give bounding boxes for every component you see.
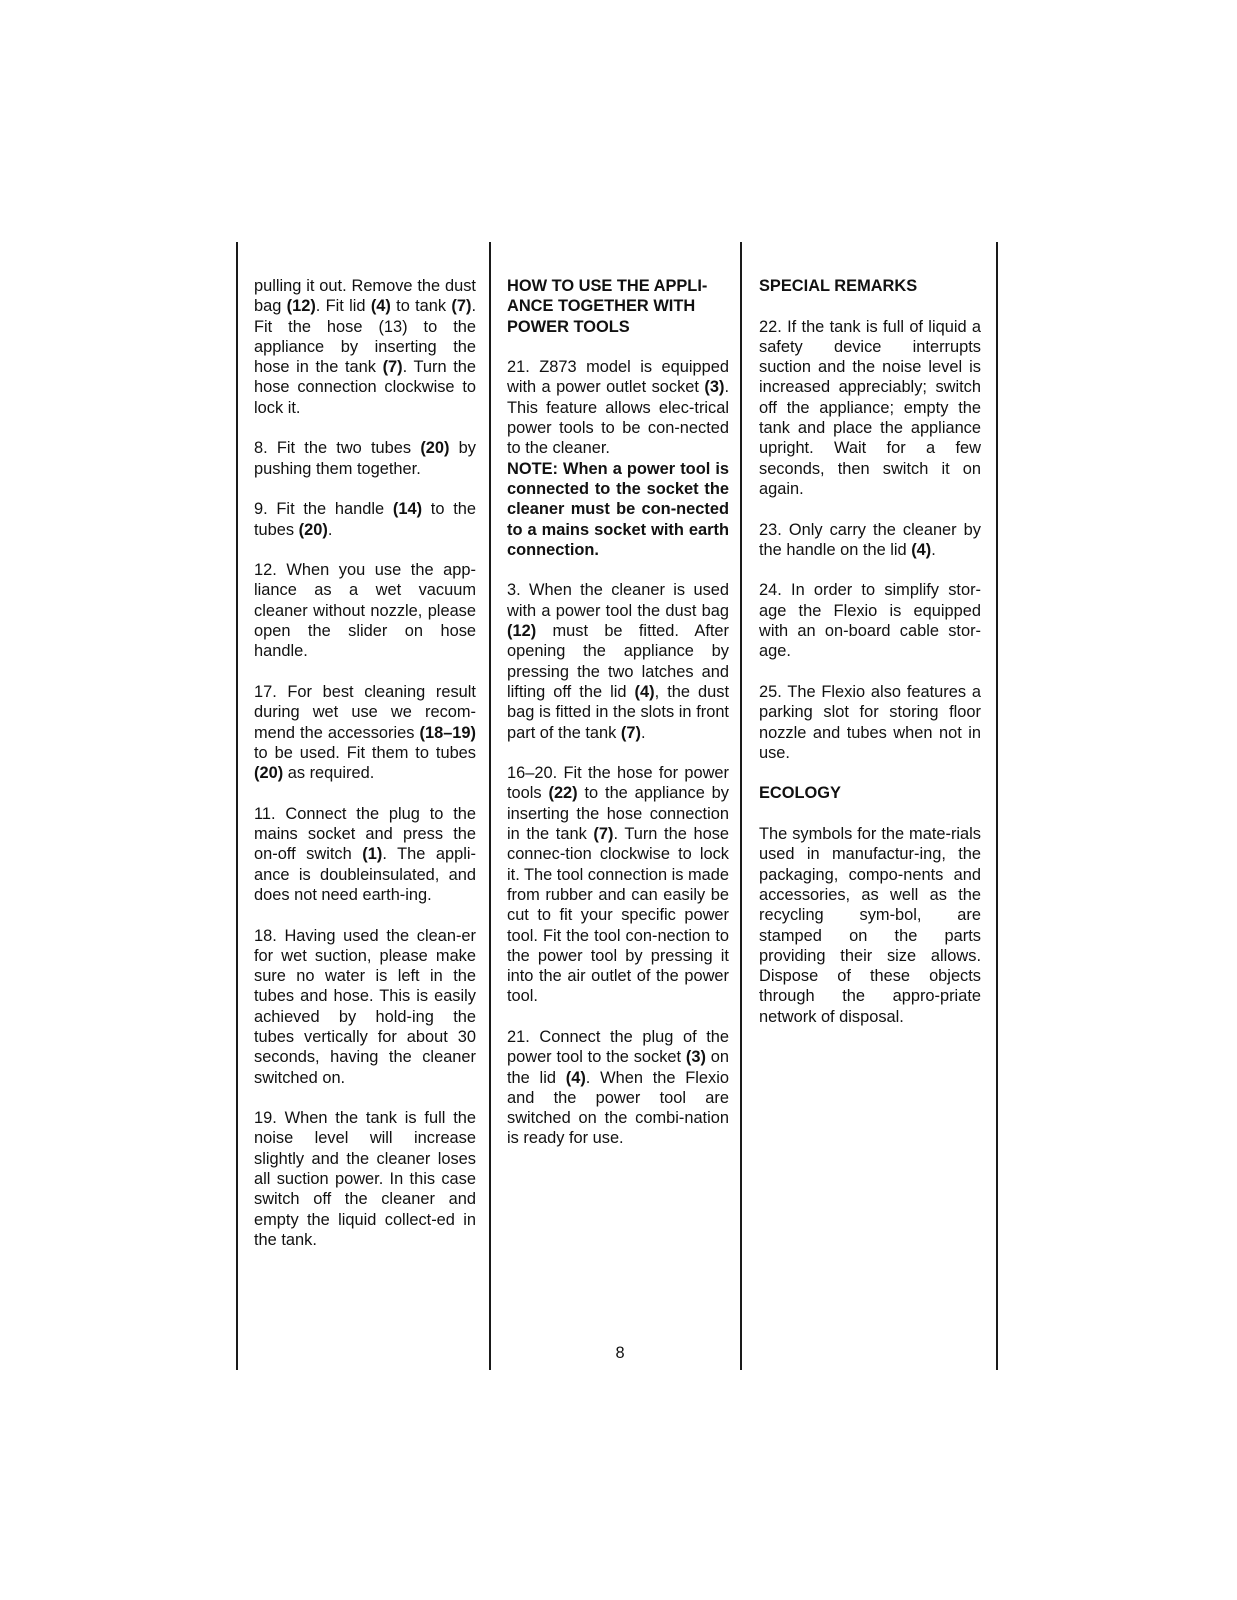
paragraph-step-17: 17. For best cleaning result during wet use we recom-mend the accessories (18–19) to be used. Fit them to tubes (20) as required.: [254, 682, 476, 783]
paragraph-step-9: 9. Fit the handle (14) to the tubes (20).: [254, 500, 476, 539]
paragraph-step-3: 3. When the cleaner is used with a power tool the dust bag (12) must be fitted. After opening the appliance by pressing the two latches and lifting off the lid (4), the dust bag is fitted in the slots in front part of the tank (7).: [507, 581, 729, 742]
column-divider-left: [236, 242, 238, 1370]
paragraph-step-18: 18. Having used the clean-er for wet suction, please make sure no water is left in the tubes and hose. This is easily achieved by hold-ing the tubes vertically for about 30 seconds, having the cleaner switched on.: [254, 926, 476, 1087]
paragraph-step-23: 23. Only carry the cleaner by the handle on the lid (4).: [759, 520, 981, 559]
paragraph-step-21-socket: 21. Z873 model is equipped with a power outlet socket (3). This feature allows elec-trical power tools to be con-nected to the cleaner.: [507, 358, 729, 458]
column-divider-center-right: [740, 242, 742, 1370]
paragraph-step-24: 24. In order to simplify stor-age the Flexio is equipped with an on-board cable stor-age.: [759, 581, 981, 661]
paragraph-step-19: 19. When the tank is full the noise level will increase slightly and the cleaner loses all suction power. In this case switch off the cleaner and empty the liquid collect-ed in the tank.: [254, 1109, 476, 1249]
column-3: [759, 276, 981, 1027]
column-2: [507, 276, 729, 1149]
page-number: 8: [615, 1344, 625, 1362]
section-heading-special-remarks: SPECIAL REMARKS: [759, 277, 918, 295]
paragraph-step-22: 22. If the tank is full of liquid a safety device interrupts suction and the noise level is increased appreciably; switch off the appliance; empty the tank and place the appliance upright. Wait for a few seconds, then switch it on again.: [759, 317, 981, 498]
paragraph-step-11: 11. Connect the plug to the mains socket and press the on-off switch (1). The appli-ance is doubleinsulated, and does not need earth-ing.: [254, 804, 477, 904]
column-1: [254, 276, 476, 1250]
paragraph-ecology: The symbols for the mate-rials used in manufactur-ing, the packaging, compo-nents and accessories, as well as the recycling sym-bol, are stamped on the parts providing their size allows. Dispose of these objects through the appro-priate network of disposal.: [759, 825, 981, 1026]
paragraph-step-16-20: 16–20. Fit the hose for power tools (22) to the appliance by inserting the hose connection in the tank (7). Turn the hose connec-tion clockwise to lock it. The tool connection is made from rubber and can easily be cut to fit your specific power tool. Fit the tool con-nection to the power tool by pressing it into the air outlet of the power tool.: [507, 764, 730, 1006]
column-divider-center-left: [489, 242, 491, 1370]
paragraph-step-12: 12. When you use the app-liance as a wet vacuum cleaner without nozzle, please open the slider on hose handle.: [254, 561, 476, 661]
paragraph-fit-lid: pulling it out. Remove the dust bag (12). Fit lid (4) to tank (7). Fit the hose (13) to the appliance by inserting the hose in the tank (7). Turn the hose connection clockwise to lock it.: [254, 277, 476, 417]
paragraph-step-25: 25. The Flexio also features a parking slot for storing floor nozzle and tubes when not in use.: [759, 682, 981, 762]
note-earth-connection: NOTE: When a power tool is connected to the socket the cleaner must be con-nected to a mains socket with earth connection.: [507, 459, 729, 559]
column-divider-right: [996, 242, 998, 1370]
paragraph-step-8: 8. Fit the two tubes (20) by pushing them together.: [254, 439, 476, 478]
section-heading-ecology: ECOLOGY: [759, 784, 841, 803]
section-heading-power-tools: HOW TO USE THE APPLI-ANCE TOGETHER WITH POWER TOOLS: [507, 277, 708, 336]
paragraph-step-21-plug: 21. Connect the plug of the power tool to the socket (3) on the lid (4). When the Flexio and the power tool are switched on the combi-nation is ready for use.: [507, 1027, 730, 1148]
